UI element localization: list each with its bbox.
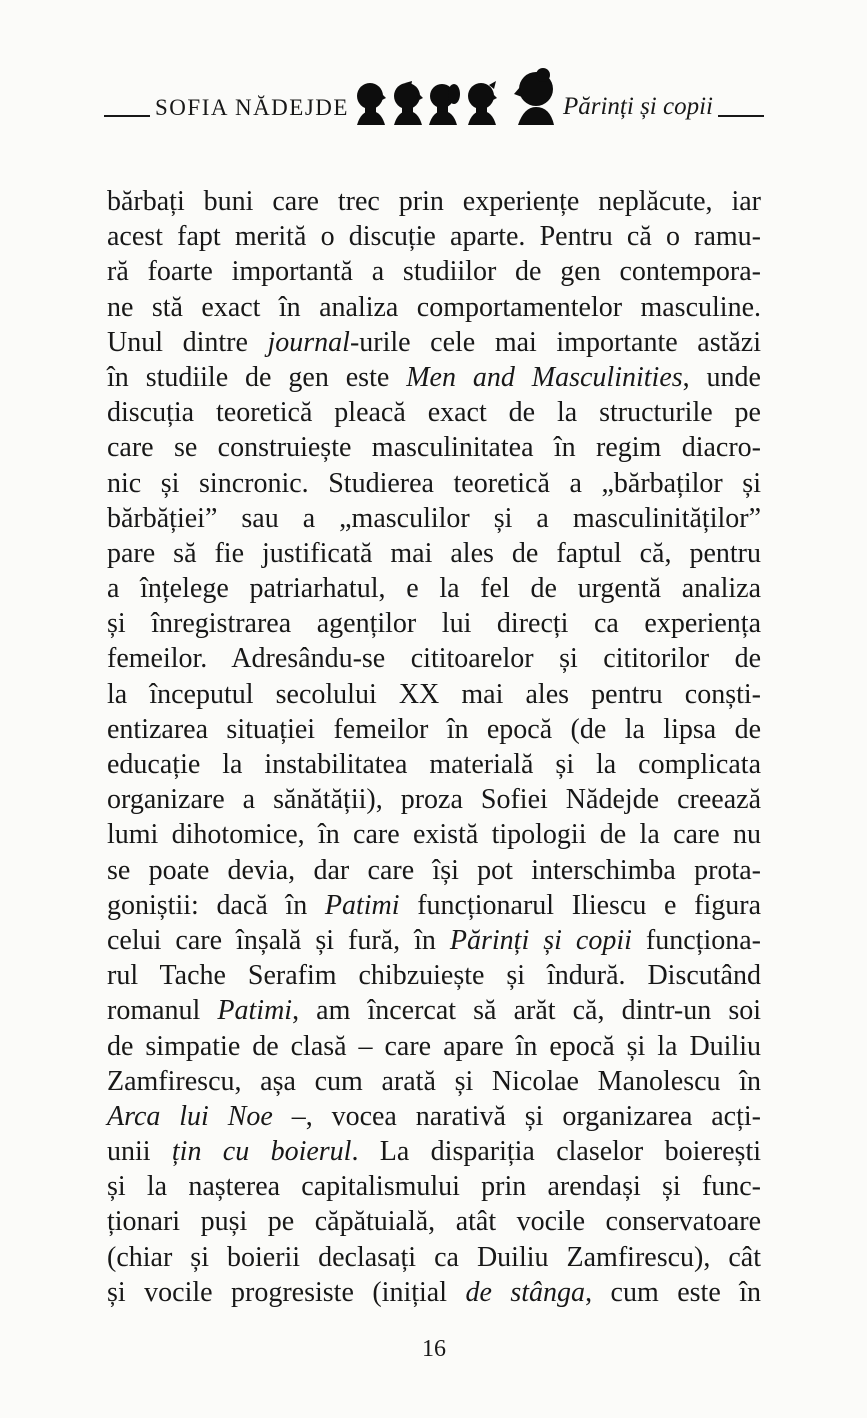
girl-ponytail-head-silhouette-icon (428, 80, 462, 126)
text-line: femeilor. Adresându-se cititoarelor și cititorilor de (107, 643, 761, 675)
child-head-silhouette-icon (354, 80, 388, 126)
text-line: ră foarte importantă a studiilor de gen contempora- (107, 256, 761, 288)
text-line: rul Tache Serafim chibzuiește și îndură. Discutând (107, 960, 761, 992)
text-line: goniștii: dacă în Patimi funcționarul Iliescu e figura (107, 889, 761, 921)
text-line: bărbăției” sau a „masculilor și a masculinităților” (107, 502, 761, 534)
text-line: ționari puși pe căpătuială, atât vocile conservatoare (107, 1206, 761, 1238)
text-line: și la nașterea capitalismului prin arendași și func- (107, 1171, 761, 1203)
text-line: unii țin cu boierul. La dispariția claselor boierești (107, 1136, 762, 1168)
author-name: SOFIA NĂDEJDE (155, 95, 349, 120)
text-line: nic și sincronic. Studierea teoretică a „bărbaților și (107, 467, 761, 499)
text-line: și vocile progresiste (inițial de stânga, cum este în (107, 1276, 761, 1308)
text-line: Arca lui Noe –, vocea narativă și organizarea acți- (107, 1100, 761, 1132)
text-line: se poate devia, dar care își pot interschimba prota- (107, 854, 761, 886)
book-title: Părinți și copii (562, 93, 713, 120)
text-line: (chiar și boierii declasați ca Duiliu Zamfirescu), cât (107, 1241, 761, 1273)
boy-head-silhouette-icon (465, 80, 499, 126)
text-line: entizarea situației femeilor în epocă (de la lipsa de (107, 713, 761, 745)
text-line: romanul Patimi, am încercat să arăt că, dintr-un soi (107, 995, 761, 1027)
text-line: și înregistrarea agenților lui direcți ca experiența (107, 608, 761, 640)
text-line: lumi dihotomice, în care există tipologii de la care nu (107, 819, 761, 851)
text-line: la începutul secolului XX mai ales pentru conști- (107, 678, 761, 710)
text-line: pare să fie justificată mai ales de faptul că, pentru (107, 537, 761, 569)
body-text (107, 184, 761, 1310)
text-line: a înțelege patriarhatul, e la fel de urgentă analiza (107, 573, 761, 605)
header-ornament (354, 66, 558, 126)
page-number: 16 (422, 1336, 446, 1362)
text-line: acest fapt merită o discuție aparte. Pentru că o ramu- (107, 221, 761, 253)
text-line: în studiile de gen este Men and Masculinities, unde (107, 361, 761, 393)
text-line: Zamfirescu, așa cum arată și Nicolae Manolescu în (107, 1065, 761, 1097)
page-header (104, 62, 764, 124)
text-line: organizare a sănătății), proza Sofiei Nădejde creează (107, 784, 761, 816)
text-line: discuția teoretică pleacă exact de la structurile pe (107, 397, 761, 429)
text-line: de simpatie de clasă – care apare în epocă și la Duiliu (107, 1030, 761, 1062)
text-line: bărbați buni care trec prin experiențe neplăcute, iar (107, 186, 761, 217)
text-line: celui care înșală și fură, în Părinți și copii funcționa- (107, 924, 761, 956)
header-rule-left (104, 115, 150, 117)
text-line: Unul dintre journal-urile cele mai importante astăzi (107, 326, 762, 358)
text-line: educație la instabilitatea materială și la complicata (107, 749, 761, 780)
text-line: ne stă exact în analiza comportamentelor masculine. (107, 291, 761, 323)
header-rule-right (718, 115, 764, 117)
child-head-silhouette-icon (391, 80, 425, 126)
text-line: care se construiește masculinitatea în regim diacro- (107, 432, 761, 464)
woman-head-silhouette-icon (512, 66, 558, 126)
